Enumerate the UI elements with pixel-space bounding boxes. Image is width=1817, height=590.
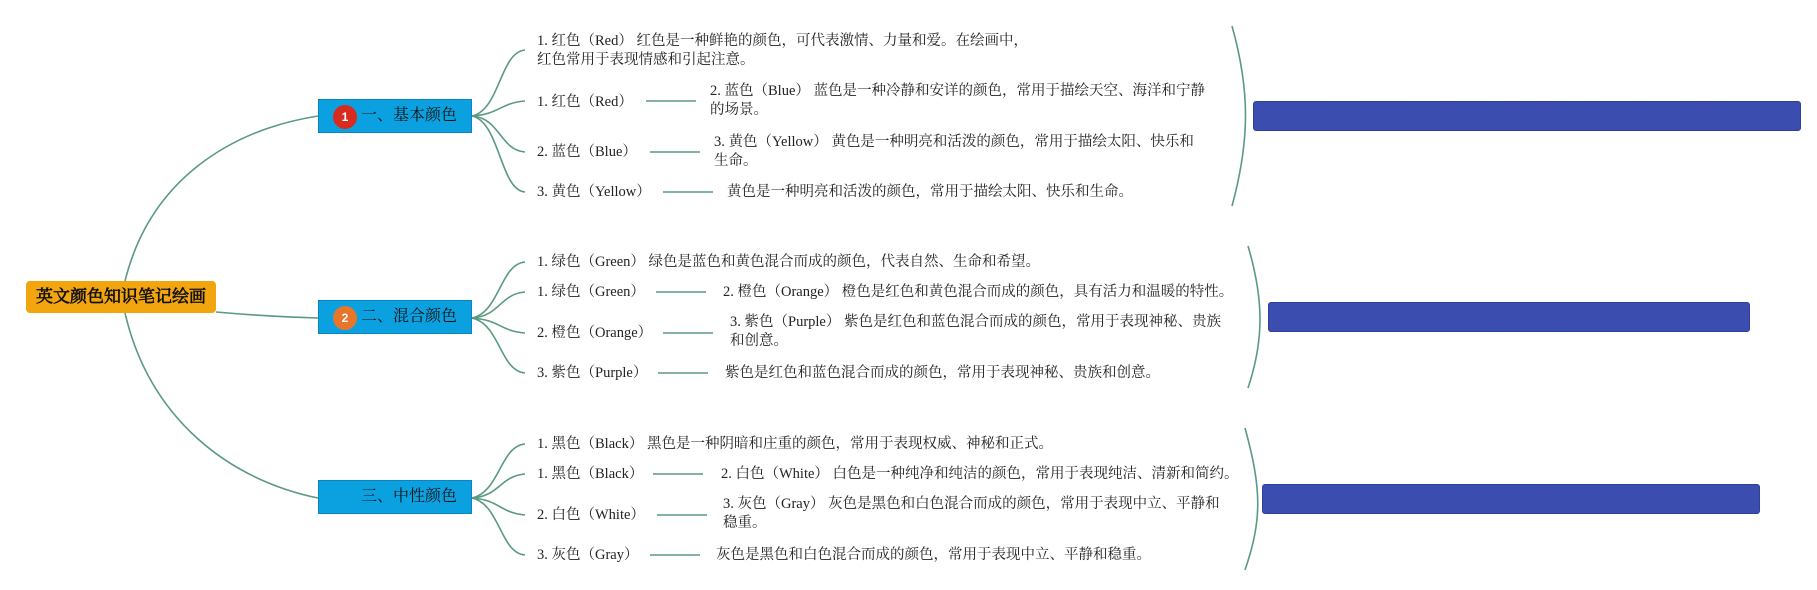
branch-label: 三、中性颜色 — [361, 488, 458, 505]
detail-blue[interactable]: 2. 蓝色（Blue） 蓝色是一种冷静和安详的颜色，常用于描绘天空、海洋和宁静的场景。 — [710, 83, 1206, 118]
root-label: 英文颜色知识笔记绘画 — [36, 287, 206, 306]
root-topic[interactable] — [26, 281, 216, 313]
branch-basic-colors[interactable] — [318, 99, 472, 133]
detail-yellow[interactable]: 3. 黄色（Yellow） 黄色是一种明亮和活泼的颜色，常用于描绘太阳、快乐和生命。 — [714, 134, 1194, 169]
root-link-2 — [216, 312, 318, 318]
detail-white[interactable]: 2. 白色（White） 白色是一种纯净和纯洁的颜色，常用于表现纯洁、清新和简约。 — [721, 466, 1239, 482]
summary-basic-colors[interactable]: 基本颜色是一切颜色的基础，包括红色、蓝色和黄色，它们可以混合出其他颜色。 — [1253, 101, 1801, 131]
topic-black-intro[interactable]: 1. 黑色（Black） 黑色是一种阴暗和庄重的颜色，常用于表现权威、神秘和正式。 — [537, 436, 1053, 452]
summary-bracket-1 — [1232, 26, 1246, 206]
branch-mixed-colors[interactable] — [318, 300, 472, 334]
topic-green[interactable]: 1. 绿色（Green） — [537, 284, 645, 300]
summary-bracket-3 — [1245, 428, 1258, 570]
branch-label: 二、混合颜色 — [361, 308, 458, 325]
detail-yellow-desc[interactable]: 黄色是一种明亮和活泼的颜色，常用于描绘太阳、快乐和生命。 — [727, 184, 1133, 200]
topic-gray[interactable]: 3. 灰色（Gray） — [537, 547, 639, 563]
priority-1-icon: 1 — [333, 105, 357, 129]
topic-black[interactable]: 1. 黑色（Black） — [537, 466, 644, 482]
root-link-3 — [125, 313, 318, 498]
topic-green-intro[interactable]: 1. 绿色（Green） 绿色是蓝色和黄色混合而成的颜色，代表自然、生命和希望。 — [537, 254, 1041, 270]
detail-orange[interactable]: 2. 橙色（Orange） 橙色是红色和黄色混合而成的颜色，具有活力和温暖的特性。 — [723, 284, 1234, 300]
branch-neutral-colors[interactable] — [318, 480, 472, 514]
detail-gray-desc[interactable]: 灰色是黑色和白色混合而成的颜色，常用于表现中立、平静和稳重。 — [716, 547, 1151, 563]
priority-2-icon: 2 — [333, 306, 357, 330]
topic-white[interactable]: 2. 白色（White） — [537, 507, 645, 523]
summary-neutral-colors[interactable]: 中性颜色包括黑色、白色和灰色，常用于调和画面，营造不同的氛围。 — [1262, 484, 1760, 514]
summary-bracket-2 — [1248, 246, 1260, 388]
detail-purple-desc[interactable]: 紫色是红色和蓝色混合而成的颜色，常用于表现神秘、贵族和创意。 — [725, 365, 1160, 381]
topic-orange[interactable]: 2. 橙色（Orange） — [537, 325, 653, 341]
topic-yellow[interactable]: 3. 黄色（Yellow） — [537, 184, 651, 200]
detail-purple[interactable]: 3. 紫色（Purple） 紫色是红色和蓝色混合而成的颜色，常用于表现神秘、贵族和创意。 — [730, 314, 1221, 349]
summary-mixed-colors[interactable]: 混合颜色是由基本颜色混合而成的颜色，包括绿色、橙色和紫色等。 — [1268, 302, 1750, 332]
root-link-1 — [125, 116, 318, 281]
topic-purple[interactable]: 3. 紫色（Purple） — [537, 365, 648, 381]
topic-red-intro[interactable]: 1. 红色（Red） 红色是一种鲜艳的颜色，可代表激情、力量和爱。在绘画中，红色常用于表现情感和引起注意。 — [537, 33, 1028, 68]
topic-blue[interactable]: 2. 蓝色（Blue） — [537, 144, 637, 160]
topic-red[interactable]: 1. 红色（Red） — [537, 94, 633, 110]
branch-label: 一、基本颜色 — [361, 107, 458, 124]
detail-gray[interactable]: 3. 灰色（Gray） 灰色是黑色和白色混合而成的颜色，常用于表现中立、平静和稳重。 — [723, 496, 1220, 531]
